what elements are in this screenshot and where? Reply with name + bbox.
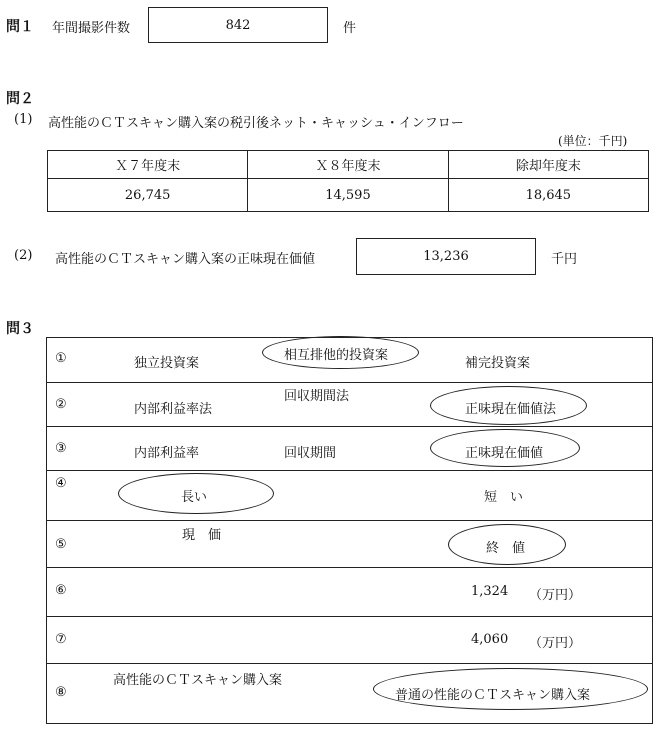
answer-circle	[373, 668, 648, 710]
row-option-b: 相互排他的投資案	[284, 348, 389, 363]
q1-value: 842	[225, 17, 251, 33]
row-number: ⑦	[55, 632, 67, 647]
q2-sub1-num: (1)	[14, 112, 33, 127]
answer-circle	[262, 336, 419, 369]
row-number: ⑤	[55, 537, 67, 552]
row-divider	[46, 520, 653, 521]
q1-label: 問１	[6, 19, 34, 35]
row-divider	[46, 470, 653, 471]
q2-sub2-unit: 千円	[551, 252, 578, 267]
row-divider	[46, 616, 653, 617]
row-option-c: 正味現在価値法	[465, 402, 557, 417]
row-number: ⑥	[55, 583, 67, 598]
table-header: Ｘ８年度末	[248, 151, 448, 179]
row-option-a: 長い	[181, 490, 208, 505]
answer-circle	[430, 429, 580, 467]
answer-circle	[430, 386, 587, 425]
table-cell: 26,745	[48, 179, 248, 212]
q2-npv-box	[356, 238, 536, 275]
row-option-c: 短 い	[484, 490, 524, 505]
row-divider	[46, 426, 653, 427]
row-value: 4,060	[471, 632, 509, 647]
row-number: ④	[55, 476, 67, 491]
row-divider	[46, 567, 653, 568]
q1-unit: 件	[343, 21, 357, 36]
row-option-a: 内部利益率	[134, 446, 200, 461]
q2-sub1-text: 高性能のＣＴスキャン購入案の税引後ネット・キャッシュ・インフロー	[48, 116, 464, 131]
row-number: ⑧	[55, 685, 67, 700]
table-cell: 14,595	[248, 179, 448, 212]
row-option-b: 回収期間法	[284, 389, 350, 404]
row-unit: （万円）	[529, 636, 582, 651]
q2-npv-value: 13,236	[423, 249, 469, 264]
row-divider	[46, 382, 653, 383]
table-cell: 18,645	[448, 179, 648, 212]
q1-text: 年間撮影件数	[52, 21, 131, 36]
row-value: 1,324	[471, 584, 509, 599]
row-number: ③	[55, 441, 67, 456]
q3-label: 問３	[6, 321, 34, 337]
table-header: 除却年度末	[448, 151, 648, 179]
row-number: ①	[55, 351, 67, 366]
row-option-a: 内部利益率法	[134, 402, 213, 417]
q1-answer-box	[148, 7, 328, 43]
q2-unit-note: (単位：千円)	[558, 134, 628, 148]
row-divider	[46, 663, 653, 664]
row-option-a: 現 価	[182, 528, 222, 543]
row-option-b: 回収期間	[284, 446, 337, 461]
row-option-c: 普通の性能のＣＴスキャン購入案	[395, 688, 591, 703]
row-option-a: 独立投資案	[134, 356, 200, 371]
q2-label: 問２	[6, 91, 34, 107]
answer-circle	[118, 473, 274, 514]
row-unit: （万円）	[529, 588, 582, 603]
answer-circle	[448, 524, 566, 565]
row-option-a: 高性能のＣＴスキャン購入案	[113, 673, 283, 688]
q2-sub2-text: 高性能のＣＴスキャン購入案の正味現在価値	[55, 252, 316, 267]
row-number: ②	[55, 397, 67, 412]
table-header: Ｘ７年度末	[48, 151, 248, 179]
q2-sub2-num: (2)	[14, 248, 33, 263]
row-option-c: 終 値	[486, 541, 526, 556]
q2-cashflow-table	[47, 150, 649, 212]
row-option-c: 正味現在価値	[465, 446, 544, 461]
row-option-c: 補完投資案	[465, 356, 531, 371]
